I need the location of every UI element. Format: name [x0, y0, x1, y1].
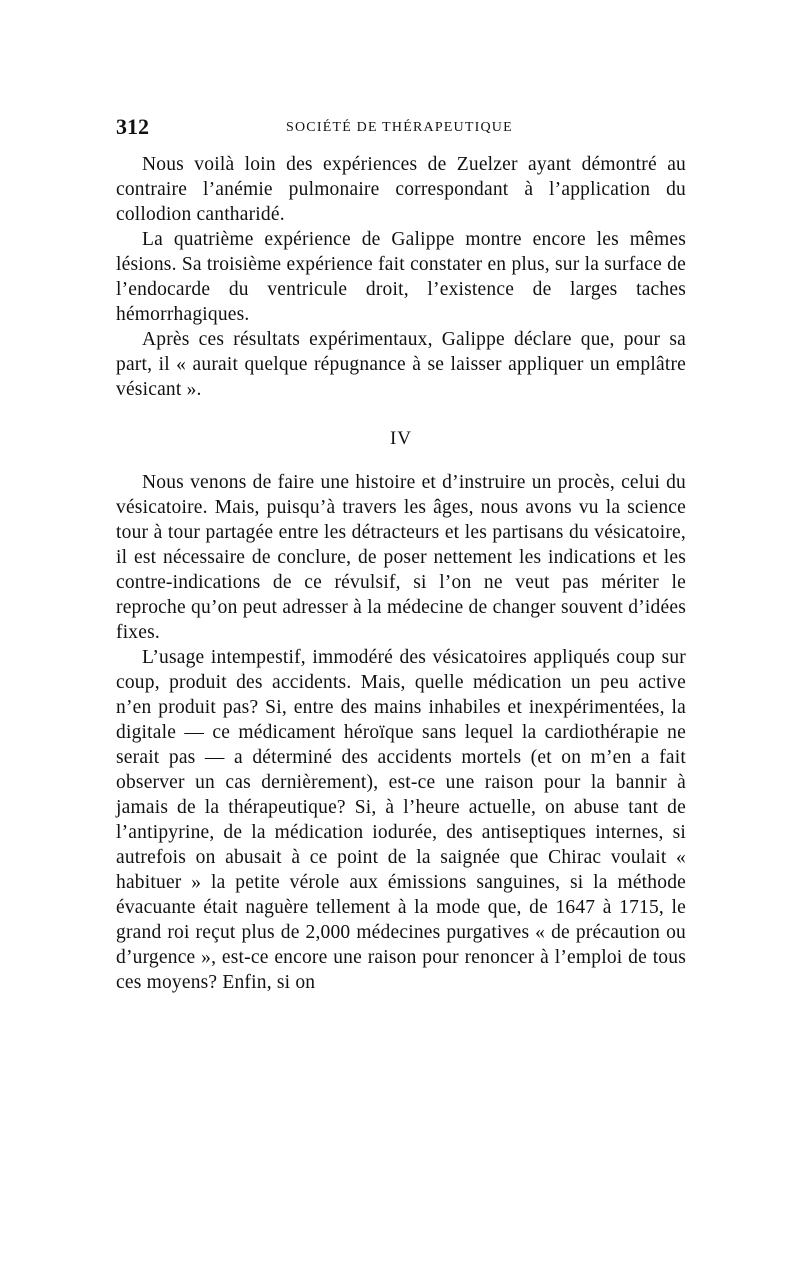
- running-header-title: SOCIÉTÉ DE THÉRAPEUTIQUE: [286, 120, 513, 135]
- page-number: 312: [116, 114, 149, 139]
- paragraph-usage-intempestif: L’usage intempestif, immodéré des vésicatoires appliqués coup sur coup, produit des accidents. Mais, quelle médication un peu active n’en produit pas? Si, entre des mains inhabiles et inexpérimentées, la digitale — ce médicament héroïque sans lequel la cardiothérapie ne serait pas — a déterminé des accidents mortels (et on m’en a fait observer un cas dernièrement), est-ce une raison pour la bannir à jamais de la thérapeutique? Si, à l’heure actuelle, on abuse tant de l’antipyrine, de la médication iodurée, des antiseptiques internes, si autrefois on abusait à ce point de la saignée que Chirac voulait « habituer » la petite vérole aux émissions sanguines, si la méthode évacuante était naguère tellement à la mode que, de 1647 à 1715, le grand roi reçut plus de 2,000 médecines purgatives « de précaution ou d’urgence », est-ce encore une raison pour renoncer à l’emploi de tous ces moyens? Enfin, si on: [116, 647, 686, 993]
- paragraph-quatrieme-experience: La quatrième expérience de Galippe montre encore les mêmes lésions. Sa troisième expérience fait constater en plus, sur la surface de l’endocarde du ventricule droit, l’existence de larges taches hémorrhagiques.: [116, 229, 686, 325]
- paragraph-galippe-conclusion: Après ces résultats expérimentaux, Galippe déclare que, pour sa part, il « aurait quelque répugnance à se laisser appliquer un emplâtre vésicant ».: [116, 329, 686, 400]
- running-header: [116, 112, 686, 152]
- paragraph-proces-vesicatoire: Nous venons de faire une histoire et d’instruire un procès, celui du vésicatoire. Mais, puisqu’à travers les âges, nous avons vu la science tour à tour partagée entre les détracteurs et les partisans du vésicatoire, il est nécessaire de conclure, de poser nettement les indications et les contre-indications de ce révulsif, si l’on ne veut pas mériter le reproche qu’on peut adresser à la médecine de changer souvent d’idées fixes.: [116, 472, 686, 643]
- section-heading-iv: IV: [389, 428, 413, 449]
- paragraph-zuelzer: Nous voilà loin des expériences de Zuelzer ayant démontré au contraire l’anémie pulmonaire correspondant à l’application du collodion cantharidé.: [116, 154, 686, 225]
- book-page: [116, 112, 686, 995]
